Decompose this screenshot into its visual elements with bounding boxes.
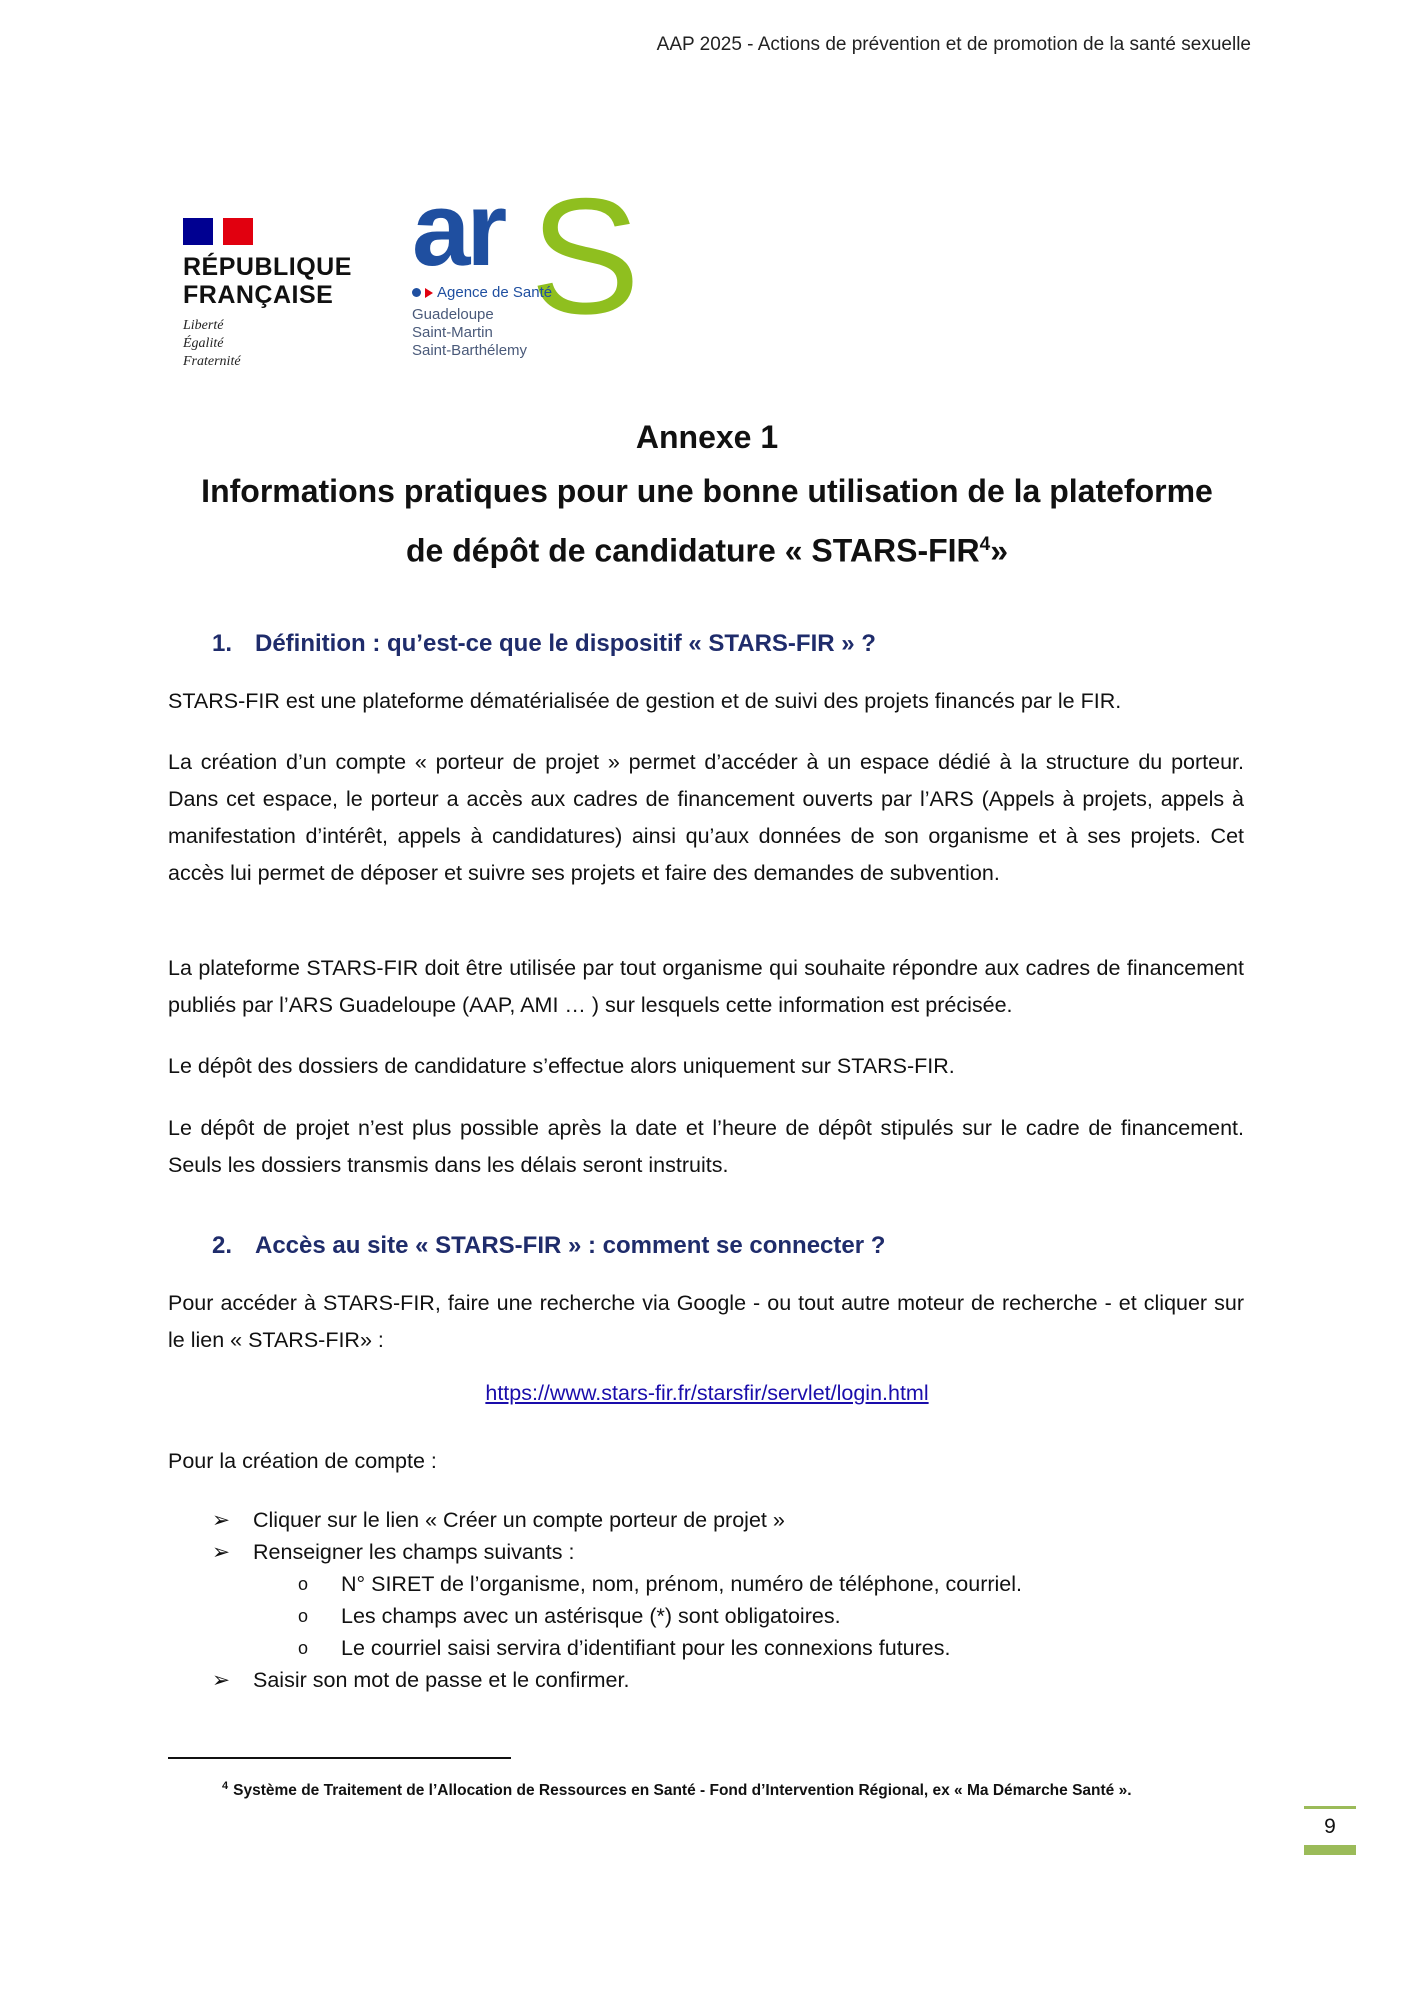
- rf-title-line2: FRANÇAISE: [183, 281, 334, 309]
- circle-bullet-icon: o: [298, 1606, 309, 1626]
- list-item: ➢ Cliquer sur le lien « Créer un compte porteur de projet »: [212, 1504, 1022, 1536]
- ars-agence-label: Agence de Santé: [437, 284, 553, 301]
- republique-francaise-logo: [183, 218, 363, 371]
- stars-fir-login-link[interactable]: https://www.stars-fir.fr/starsfir/servlet/login.html: [485, 1381, 929, 1405]
- ars-logo: [412, 164, 642, 370]
- title-line3: de dépôt de candidature « STARS-FIR$^4$»: [405, 532, 1009, 569]
- arrow-bullet-icon: ➢: [212, 1508, 231, 1532]
- sub-list-item: o Le courriel saisi servira d’identifiant pour les connexions futures.: [212, 1632, 1022, 1664]
- ars-arrow-icon: [425, 288, 433, 298]
- footnote-number: 4: [222, 1780, 229, 1792]
- section1-paragraph: La plateforme STARS-FIR doit être utilisée par tout organisme qui souhaite répondre aux cadres de financement publiés par l’ARS Guadeloupe (AAP, AMI … ) sur lesquels cette information est précisée.: [168, 956, 1244, 1017]
- arrow-bullet-icon: ➢: [212, 1668, 231, 1692]
- ars-s-letter: S: [530, 164, 641, 348]
- sub-list-item: o N° SIRET de l’organisme, nom, prénom, numéro de téléphone, courriel.: [212, 1568, 1022, 1600]
- ars-dot-icon: [412, 288, 421, 297]
- ars-letters: ar: [412, 171, 504, 288]
- ars-region: Saint-Barthélemy: [412, 342, 528, 359]
- rf-motto-liberte: Liberté: [183, 318, 224, 333]
- rf-title-line1: RÉPUBLIQUE: [183, 253, 352, 281]
- arrow-bullet-icon: ➢: [212, 1540, 231, 1564]
- section2-heading: 2. Accès au site « STARS-FIR » : comment se connecter ?: [212, 1232, 886, 1259]
- section1-paragraph: STARS-FIR est une plateforme dématérialisée de gestion et de suivi des projets financés par le FIR.: [168, 689, 1122, 713]
- footnote-text: Système de Traitement de l’Allocation de Ressources en Santé - Fond d’Intervention Régional, ex « Ma Démarche Santé ».: [233, 1782, 1132, 1800]
- ars-region: Guadeloupe: [412, 306, 494, 323]
- creation-label: Pour la création de compte :: [168, 1449, 437, 1473]
- list-item: ➢ Renseigner les champs suivants :: [212, 1536, 1022, 1568]
- stars-fir-link-container: [0, 1381, 1414, 1406]
- section1-paragraph: Le dépôt des dossiers de candidature s’effectue alors uniquement sur STARS-FIR.: [168, 1054, 955, 1078]
- section1-paragraph: Le dépôt de projet n’est plus possible après la date et l’heure de dépôt stipulés sur le cadre de financement. Seuls les dossiers transmis dans les délais seront instruits.: [168, 1116, 1244, 1177]
- page-number-box: [1304, 1806, 1356, 1855]
- list-item: ➢ Saisir son mot de passe et le confirmer.: [212, 1664, 1022, 1696]
- footnote: [222, 1780, 1132, 1800]
- circle-bullet-icon: o: [298, 1574, 309, 1594]
- running-header: AAP 2025 - Actions de prévention et de promotion de la santé sexuelle: [656, 34, 1251, 55]
- rf-motto-egalite: Égalité: [183, 336, 224, 351]
- page-number: 9: [1324, 1815, 1336, 1838]
- rf-motto-fraternite: Fraternité: [183, 354, 241, 369]
- section1-heading: 1. Définition : qu’est-ce que le dispositif « STARS-FIR » ?: [212, 630, 876, 657]
- circle-bullet-icon: o: [298, 1638, 309, 1658]
- ars-region: Saint-Martin: [412, 324, 493, 341]
- footnote-ref[interactable]: 4: [979, 534, 991, 555]
- page-number-bar: [1304, 1845, 1356, 1855]
- section1-paragraph: La création d’un compte « porteur de projet » permet d’accéder à un espace dédié à la structure du porteur. Dans cet espace, le porteur a accès aux cadres de financement ouverts par l’ARS (Appels à projets, appels à manifestation d’intérêt, appels à candidatures) ainsi qu’aux données de son organisme et à ses projets. Cet accès lui permet de déposer et suivre ses projets et faire des demandes de subvention.: [168, 750, 1244, 885]
- sub-list-item: o Les champs avec un astérisque (*) sont obligatoires.: [212, 1600, 1022, 1632]
- section2-intro: Pour accéder à STARS-FIR, faire une recherche via Google - ou tout autre moteur de recherche - et cliquer sur le lien « STARS-FIR» :: [168, 1291, 1244, 1352]
- marianne-flag-icon: [183, 218, 253, 245]
- creation-steps-list: [212, 1504, 1022, 1696]
- title-line1: Annexe 1: [635, 419, 779, 455]
- footnote-separator: [168, 1757, 511, 1759]
- document-title: [150, 410, 1264, 578]
- title-line2: Informations pratiques pour une bonne utilisation de la plateforme: [201, 473, 1213, 509]
